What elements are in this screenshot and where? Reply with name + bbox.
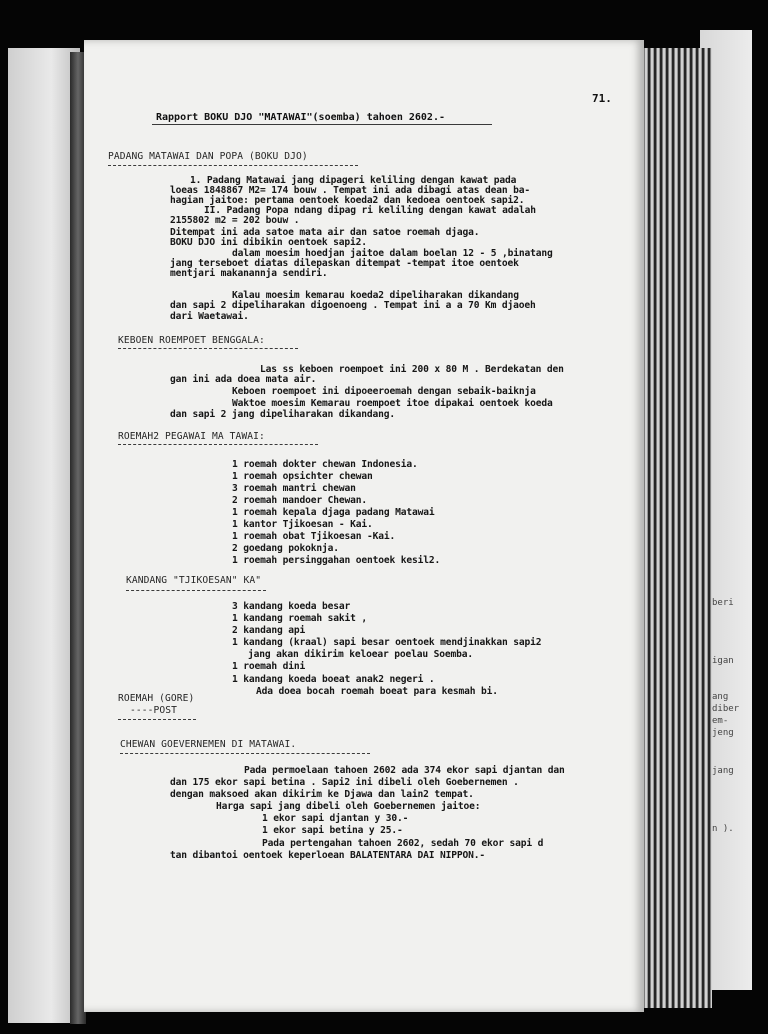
section-heading: ----POST [130,705,178,716]
text-line: hagian jaitoe: pertama oentoek koeda2 dan kedoea oentoek sapi2. [170,195,525,206]
text-line: dari Waetawai. [170,311,249,322]
text-line: 1 roemah opsichter chewan [232,471,373,482]
text-line: Keboen roempoet ini dipoeeroemah dengan sebaik-baiknja [232,386,536,397]
text-line: dalam moesim hoedjan jaitoe dalam boelan 12 - 5 ,binatang [232,248,553,259]
section-heading: KEBOEN ROEMPOET BENGGALA: [118,335,265,346]
text-line: 1 roemah kepala djaga padang Matawai [232,507,435,518]
text-line: 1 kantor Tjikoesan - Kai. [232,519,373,530]
margin-fragment: ang [712,692,729,702]
section-rule [120,753,370,754]
section-heading: ROEMAH (GORE) [118,693,195,704]
text-line: 3 kandang koeda besar [232,601,351,612]
section-heading: CHEWAN GOEVERNEMEN DI MATAWAI. [120,739,297,750]
text-line: gan ini ada doea mata air. [170,374,317,385]
document-title: Rapport BOKU DJO "MATAWAI"(soemba) tahoen 2602.- [156,112,445,123]
page-edges [636,48,712,1008]
section-heading: ROEMAH2 PEGAWAI MA TAWAI: [118,431,265,442]
text-line: 2 goedang pokoknja. [232,543,339,554]
text-line: Harga sapi jang dibeli oleh Goebernemen jaitoe: [216,801,481,812]
text-line: Ditempat ini ada satoe mata air dan satoe roemah djaga. [170,227,480,238]
text-line: 1 ekor sapi djantan y 30.- [262,813,409,824]
text-line: mentjari makanannja sendiri. [170,268,328,279]
text-line: 1 ekor sapi betina y 25.- [262,825,403,836]
text-line: BOKU DJO ini dibikin oentoek sapi2. [170,237,367,248]
section-heading: KANDANG "TJIKOESAN" KA" [126,575,262,586]
text-line: dengan maksoed akan dikirim ke Djawa dan lain2 tempat. [170,789,474,800]
text-line: Las ss keboen roempoet ini 200 x 80 M . Berdekatan den [260,364,564,375]
text-line: Pada permoelaan tahoen 2602 ada 374 ekor sapi djantan dan [244,765,565,776]
text-line: loeas 1848867 M2= 174 bouw . Tempat ini ada dibagi atas dean ba- [170,185,531,196]
text-line: 1 roemah obat Tjikoesan -Kai. [232,531,396,542]
text-line: Ada doea bocah roemah boeat para kesmah bi. [256,686,498,697]
margin-fragment: jeng [712,728,734,738]
text-line: dan sapi 2 dipeliharakan digoenoeng . Tempat ini a a 70 Km djaoeh [170,300,536,311]
text-line: 1 roemah dini [232,661,306,672]
margin-fragment: n ). [712,824,734,834]
text-line: 1 kandang koeda boeat anak2 negeri . [232,674,435,685]
section-rule [118,444,318,445]
text-line: 1 kandang roemah sakit , [232,613,368,624]
text-line: 2 roemah mandoer Chewan. [232,495,368,506]
text-line: 2155802 m2 = 202 bouw . [170,215,300,226]
text-line: Pada pertengahan tahoen 2602, sedah 70 ekor sapi d [262,838,544,849]
text-line: 3 roemah mantri chewan [232,483,356,494]
margin-fragment: jang [712,766,734,776]
text-line: Kalau moesim kemarau koeda2 dipeliharakan dikandang [232,290,519,301]
title-underline [152,124,492,125]
text-line: 1 roemah persinggahan oentoek kesil2. [232,555,441,566]
section-rule [126,590,266,591]
text-line: II. Padang Popa ndang dipag ri keliling dengan kawat adalah [204,205,536,216]
margin-fragment: igan [712,656,734,666]
margin-fragment: diber [712,704,740,714]
text-line: dan 175 ekor sapi betina . Sapi2 ini dibeli oleh Goebernemen . [170,777,519,788]
margin-fragment: beri [712,598,734,608]
text-line: jang akan dikirim keloear poelau Soemba. [248,649,474,660]
text-line: 1 kandang (kraal) sapi besar oentoek mendjinakkan sapi2 [232,637,542,648]
margin-fragment: em- [712,716,729,726]
text-line: 1. Padang Matawai jang dipageri keliling dengan kawat pada [190,175,517,186]
section-rule [118,719,196,720]
text-line: dan sapi 2 jang dipeliharakan dikandang. [170,409,396,420]
text-line: jang terseboet diatas dilepaskan ditempat -tempat itoe oentoek [170,258,519,269]
section-heading: PADANG MATAWAI DAN POPA (BOKU DJO) [108,151,308,162]
text-line: tan dibantoi oentoek keperloean BALATENTARA DAI NIPPON.- [170,850,486,861]
section-rule [118,348,298,349]
page-number: 71. [592,92,612,105]
text-line: 1 roemah dokter chewan Indonesia. [232,459,418,470]
text-line: 2 kandang api [232,625,306,636]
section-rule [108,165,358,166]
text-line: Waktoe moesim Kemarau roempoet itoe dipakai oentoek koeda [232,398,553,409]
